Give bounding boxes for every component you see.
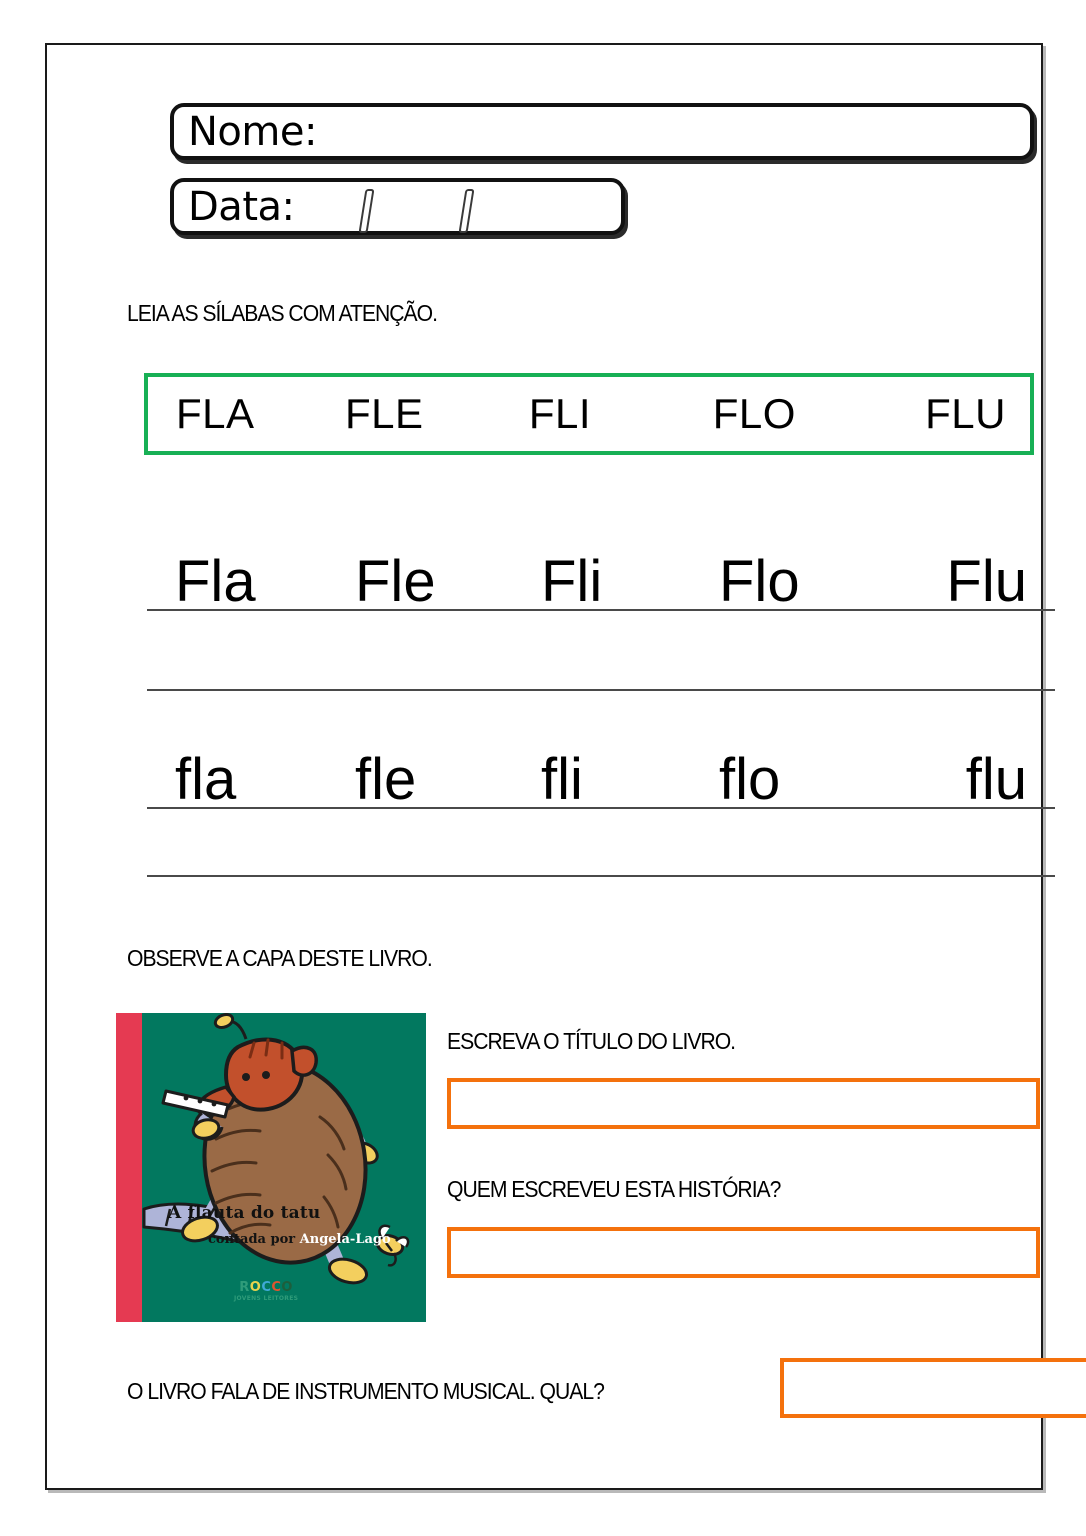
syllable-flu: FLU <box>925 390 1006 437</box>
instrument-answer-input[interactable] <box>780 1358 1086 1418</box>
capitalized-syllable-words <box>147 537 1055 615</box>
observe-cover-instruction: OBSERVE A CAPA DESTE LIVRO. <box>127 945 432 971</box>
uppercase-syllable-box <box>144 373 1034 455</box>
practice-word-flo: flo <box>719 747 781 813</box>
practice-word-fle: fle <box>355 747 417 813</box>
book-credit-text <box>208 1232 391 1247</box>
writing-baseline <box>147 689 1055 691</box>
name-field-label: Nome: <box>188 108 317 155</box>
book-spine <box>116 1013 142 1322</box>
write-title-instruction: ESCREVA O TÍTULO DO LIVRO. <box>447 1028 736 1054</box>
book-author-name: Angela-Lago <box>299 1232 391 1247</box>
date-separator-slash-icon <box>359 189 375 233</box>
name-field-box[interactable] <box>170 103 1034 160</box>
practice-word-fla: fla <box>175 747 237 813</box>
title-answer-input[interactable] <box>447 1078 1040 1129</box>
syllable-fli: FLI <box>528 390 592 437</box>
practice-word-flu: Flu <box>946 549 1027 615</box>
practice-word-fli: fli <box>541 747 583 813</box>
armadillo-illustration <box>142 1013 426 1322</box>
capitalized-practice-row <box>147 537 1055 691</box>
writing-practice-space[interactable] <box>147 611 1055 689</box>
publisher-name: ROCCO <box>239 1280 293 1295</box>
date-field-box[interactable] <box>170 178 625 235</box>
practice-word-flo: Flo <box>719 549 800 615</box>
syllable-fle: FLE <box>344 390 424 437</box>
date-separator-slash-icon <box>459 189 475 233</box>
book-title-text: A flauta do tatu <box>168 1203 321 1223</box>
credit-prefix: contada por <box>208 1232 300 1247</box>
instrument-question: O LIVRO FALA DE INSTRUMENTO MUSICAL. QUAL? <box>127 1378 604 1404</box>
publisher-logo <box>234 1281 298 1302</box>
book-cover-image <box>116 1013 426 1322</box>
uppercase-syllable-row <box>148 390 1030 437</box>
date-field-label: Data: <box>188 183 295 230</box>
author-answer-input[interactable] <box>447 1227 1040 1278</box>
lowercase-syllable-words <box>147 735 1055 813</box>
read-syllables-instruction: LEIA AS SÍLABAS COM ATENÇÃO. <box>127 300 437 326</box>
writing-practice-space[interactable] <box>147 809 1055 875</box>
practice-word-fle: Fle <box>355 549 436 615</box>
syllable-fla: FLA <box>176 390 255 437</box>
writing-baseline <box>147 875 1055 877</box>
publisher-tagline: JOVENS LEITORES <box>234 1295 299 1302</box>
worksheet-page <box>45 43 1043 1490</box>
who-wrote-question: QUEM ESCREVEU ESTA HISTÓRIA? <box>447 1176 781 1202</box>
lowercase-practice-row <box>147 735 1055 877</box>
practice-word-fli: Fli <box>541 549 603 615</box>
practice-word-flu: flu <box>965 747 1027 813</box>
syllable-flo: FLO <box>712 390 796 437</box>
practice-word-fla: Fla <box>175 549 256 615</box>
